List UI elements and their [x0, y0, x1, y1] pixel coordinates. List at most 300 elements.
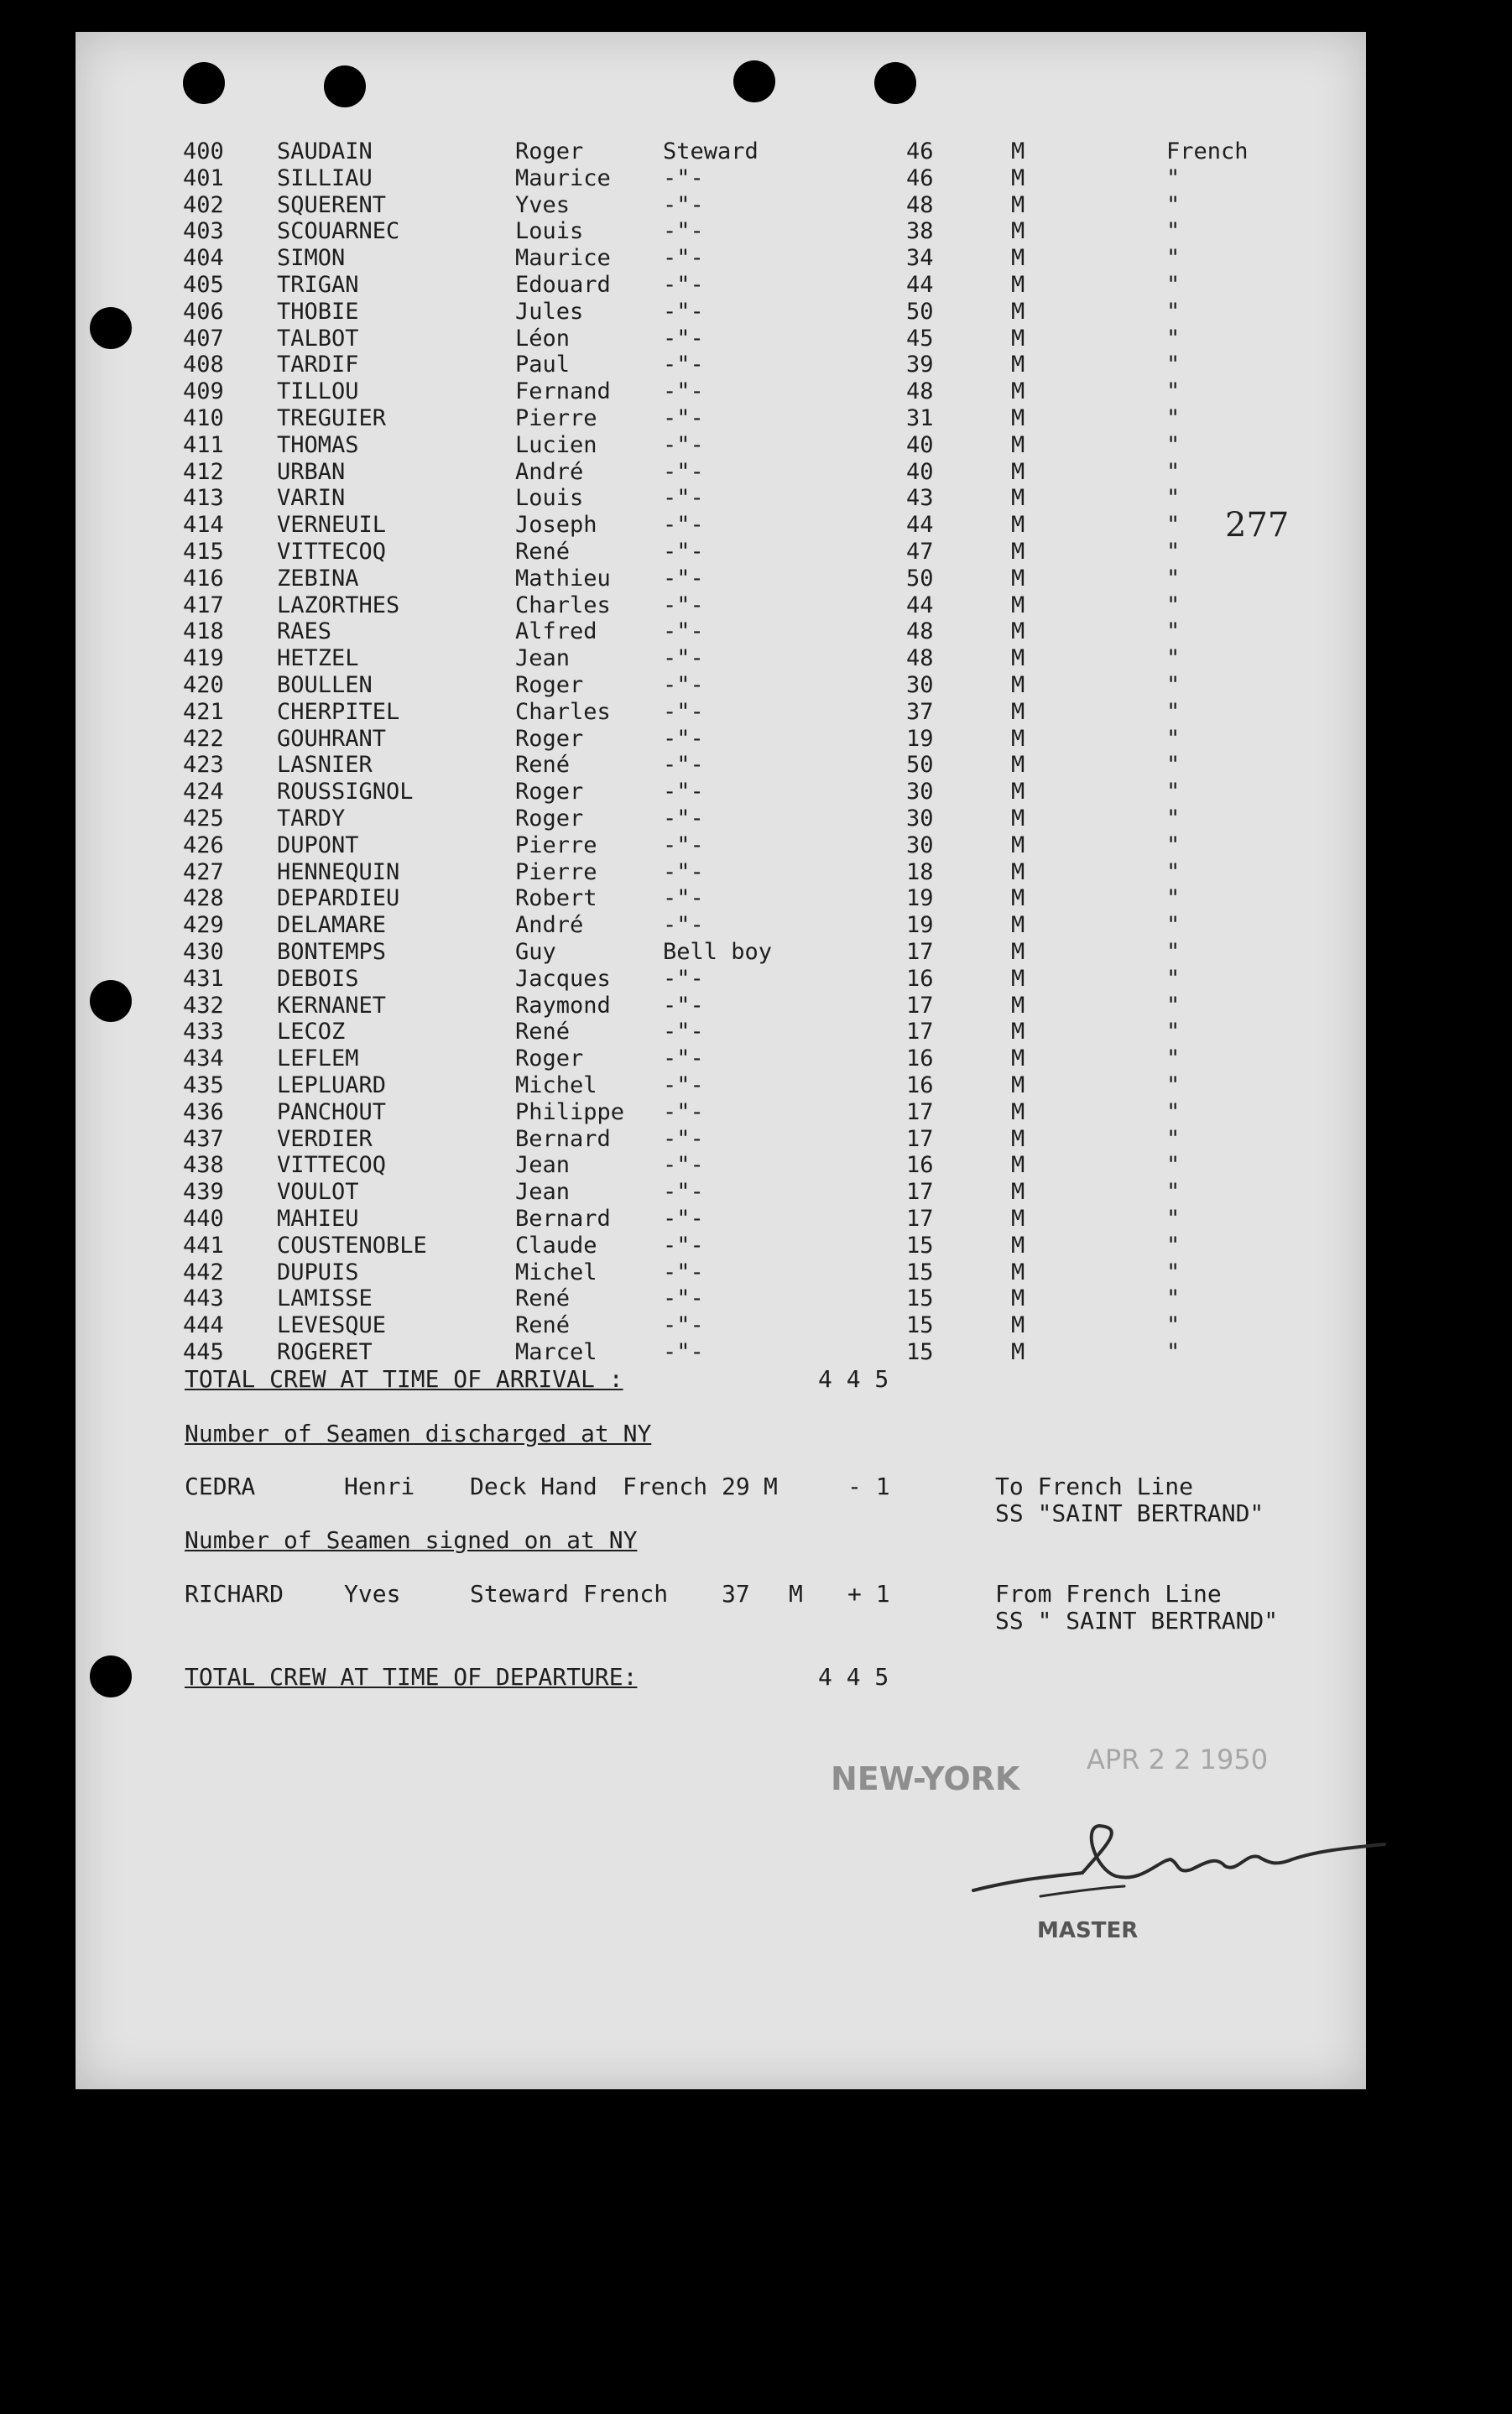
table-row: [76, 753, 1366, 778]
crew-capacity: -"-: [663, 458, 704, 485]
crew-number: 410: [183, 405, 224, 431]
crew-capacity: -"-: [663, 298, 704, 325]
crew-sex: M: [1011, 565, 1025, 592]
crew-given-name: Joseph: [515, 512, 597, 539]
crew-surname: LEFLEM: [277, 1045, 359, 1072]
crew-sex: M: [1011, 618, 1025, 645]
crew-sex: M: [1011, 779, 1025, 806]
signed-on-label: Number of Seamen signed on at NY: [185, 1526, 638, 1554]
punch-hole: [183, 62, 225, 104]
crew-given-name: René: [515, 1285, 571, 1312]
table-row: [76, 352, 1366, 378]
crew-sex: M: [1011, 1125, 1025, 1152]
crew-age: 30: [906, 779, 934, 806]
crew-age: 46: [906, 164, 934, 191]
crew-sex: M: [1011, 191, 1025, 218]
table-row: [76, 1207, 1366, 1232]
crew-nationality: ": [1166, 1045, 1181, 1072]
crew-given-name: André: [515, 912, 584, 939]
table-row: [76, 886, 1366, 911]
crew-capacity: -"-: [663, 912, 704, 939]
crew-age: 30: [906, 832, 934, 858]
crew-surname: HETZEL: [277, 645, 359, 672]
crew-number: 408: [183, 352, 224, 378]
crew-nationality: ": [1166, 965, 1181, 992]
signed-nationality: French: [583, 1580, 669, 1608]
signed-surname: RICHARD: [185, 1580, 284, 1608]
crew-age: 16: [906, 1072, 934, 1098]
crew-surname: VITTECOQ: [277, 1152, 387, 1179]
crew-nationality: ": [1166, 779, 1181, 806]
crew-given-name: Jean: [515, 1152, 571, 1179]
crew-sex: M: [1011, 325, 1025, 352]
signed-note-2: SS " SAINT BERTRAND": [995, 1607, 1279, 1635]
crew-given-name: André: [515, 458, 584, 485]
punch-hole: [874, 62, 916, 104]
crew-capacity: -"-: [663, 1152, 704, 1179]
crew-number: 405: [183, 272, 224, 298]
crew-number: 433: [183, 1019, 224, 1045]
crew-nationality: ": [1166, 939, 1181, 965]
crew-age: 44: [906, 272, 934, 298]
crew-sex: M: [1011, 1179, 1025, 1206]
crew-given-name: René: [515, 752, 571, 779]
crew-sex: M: [1011, 138, 1025, 164]
discharged-given: Henri: [344, 1473, 415, 1500]
crew-age: 48: [906, 645, 934, 672]
crew-sex: M: [1011, 431, 1025, 458]
crew-sex: M: [1011, 965, 1025, 992]
table-row: [76, 993, 1366, 1019]
crew-sex: M: [1011, 458, 1025, 485]
crew-capacity: -"-: [663, 1312, 704, 1339]
signed-change: + 1: [847, 1580, 890, 1608]
crew-given-name: Charles: [515, 698, 611, 725]
crew-number: 417: [183, 592, 224, 618]
table-row: [76, 1019, 1366, 1045]
signed-given: Yves: [344, 1580, 401, 1608]
crew-surname: SAUDAIN: [277, 138, 373, 164]
crew-number: 416: [183, 565, 224, 592]
crew-nationality: ": [1166, 912, 1181, 939]
crew-nationality: French: [1166, 138, 1249, 164]
crew-capacity: -"-: [663, 1339, 704, 1365]
crew-sex: M: [1011, 725, 1025, 752]
crew-capacity: -"-: [663, 378, 704, 405]
discharged-label: Number of Seamen discharged at NY: [185, 1420, 652, 1447]
table-row: [76, 460, 1366, 485]
crew-number: 426: [183, 832, 224, 858]
crew-number: 442: [183, 1259, 224, 1285]
crew-surname: VERNEUIL: [277, 512, 387, 539]
crew-given-name: Guy: [515, 939, 556, 965]
crew-sex: M: [1011, 1019, 1025, 1045]
crew-nationality: ": [1166, 1098, 1181, 1125]
crew-capacity: -"-: [663, 1045, 704, 1072]
crew-surname: LAMISSE: [277, 1285, 373, 1312]
crew-capacity: -"-: [663, 858, 704, 885]
table-row: [76, 1180, 1366, 1205]
crew-capacity: -"-: [663, 779, 704, 806]
master-signature: [957, 1811, 1393, 1928]
crew-sex: M: [1011, 1339, 1025, 1365]
crew-age: 50: [906, 752, 934, 779]
crew-sex: M: [1011, 645, 1025, 672]
crew-number: 403: [183, 218, 224, 245]
crew-sex: M: [1011, 832, 1025, 858]
port-stamp: NEW-YORK: [831, 1760, 1020, 1797]
crew-nationality: ": [1166, 672, 1181, 698]
crew-number: 421: [183, 698, 224, 725]
crew-nationality: ": [1166, 1152, 1181, 1179]
date-stamp: APR 2 2 1950: [1087, 1744, 1269, 1775]
crew-age: 46: [906, 138, 934, 164]
table-row: [76, 1340, 1366, 1365]
crew-number: 427: [183, 858, 224, 885]
crew-surname: BOULLEN: [277, 672, 373, 698]
crew-nationality: ": [1166, 1072, 1181, 1098]
crew-capacity: -"-: [663, 672, 704, 698]
crew-surname: THOMAS: [277, 431, 359, 458]
crew-age: 30: [906, 672, 934, 698]
crew-nationality: ": [1166, 272, 1181, 298]
table-row: [76, 967, 1366, 992]
crew-sex: M: [1011, 352, 1025, 378]
crew-age: 17: [906, 1019, 934, 1045]
crew-given-name: Pierre: [515, 405, 597, 431]
crew-sex: M: [1011, 1152, 1025, 1179]
crew-given-name: Jacques: [515, 965, 611, 992]
discharged-capacity: Deck Hand: [470, 1473, 597, 1500]
crew-sex: M: [1011, 1312, 1025, 1339]
table-row: [76, 833, 1366, 858]
crew-sex: M: [1011, 405, 1025, 431]
crew-age: 44: [906, 592, 934, 618]
crew-surname: BONTEMPS: [277, 939, 387, 965]
crew-age: 40: [906, 431, 934, 458]
crew-given-name: Michel: [515, 1259, 597, 1285]
crew-number: 415: [183, 539, 224, 565]
discharged-note-1: To French Line: [995, 1473, 1194, 1500]
crew-sex: M: [1011, 698, 1025, 725]
crew-number: 419: [183, 645, 224, 672]
crew-capacity: -"-: [663, 512, 704, 539]
crew-capacity: -"-: [663, 1259, 704, 1285]
crew-surname: COUSTENOBLE: [277, 1232, 427, 1259]
table-row: [76, 1313, 1366, 1338]
crew-capacity: -"-: [663, 1019, 704, 1045]
signed-capacity: Steward: [470, 1580, 570, 1608]
crew-number: 418: [183, 618, 224, 645]
crew-nationality: ": [1166, 992, 1181, 1019]
crew-nationality: ": [1166, 1179, 1181, 1206]
crew-capacity: -"-: [663, 405, 704, 431]
crew-capacity: -"-: [663, 752, 704, 779]
crew-number: 441: [183, 1232, 224, 1259]
crew-nationality: ": [1166, 618, 1181, 645]
crew-surname: LAZORTHES: [277, 592, 400, 618]
discharged-note-2: SS "SAINT BERTRAND": [995, 1499, 1264, 1527]
crew-capacity: -"-: [663, 1125, 704, 1152]
crew-sex: M: [1011, 1259, 1025, 1285]
crew-surname: DEBOIS: [277, 965, 359, 992]
crew-surname: TALBOT: [277, 325, 359, 352]
crew-capacity: -"-: [663, 645, 704, 672]
crew-capacity: -"-: [663, 1098, 704, 1125]
crew-capacity: -"-: [663, 618, 704, 645]
crew-age: 15: [906, 1339, 934, 1365]
crew-number: 429: [183, 912, 224, 939]
crew-number: 402: [183, 191, 224, 218]
table-row: [76, 860, 1366, 885]
crew-age: 44: [906, 512, 934, 539]
crew-age: 30: [906, 806, 934, 832]
crew-capacity: -"-: [663, 1285, 704, 1312]
discharged-sex: M: [764, 1473, 778, 1500]
crew-given-name: Michel: [515, 1072, 597, 1098]
crew-given-name: Claude: [515, 1232, 597, 1259]
table-row: [76, 193, 1366, 218]
crew-nationality: ": [1166, 164, 1181, 191]
table-row: [76, 806, 1366, 832]
discharged-age: 29: [722, 1473, 750, 1500]
crew-nationality: ": [1166, 592, 1181, 618]
punch-hole: [324, 65, 366, 107]
crew-capacity: -"-: [663, 1179, 704, 1206]
crew-surname: CHERPITEL: [277, 698, 400, 725]
crew-sex: M: [1011, 992, 1025, 1019]
crew-age: 37: [906, 698, 934, 725]
crew-given-name: Raymond: [515, 992, 611, 1019]
crew-given-name: Paul: [515, 352, 571, 378]
table-row: [76, 433, 1366, 458]
crew-number: 431: [183, 965, 224, 992]
crew-nationality: ": [1166, 1019, 1181, 1045]
arrival-total-value: 4 4 5: [818, 1365, 889, 1393]
crew-sex: M: [1011, 1285, 1025, 1312]
crew-sex: M: [1011, 272, 1025, 298]
crew-age: 50: [906, 565, 934, 592]
crew-number: 401: [183, 164, 224, 191]
crew-age: 15: [906, 1232, 934, 1259]
discharged-change: - 1: [847, 1473, 890, 1500]
crew-nationality: ": [1166, 352, 1181, 378]
crew-surname: ROUSSIGNOL: [277, 779, 414, 806]
crew-surname: LASNIER: [277, 752, 373, 779]
crew-number: 413: [183, 485, 224, 512]
table-row: [76, 673, 1366, 698]
crew-number: 435: [183, 1072, 224, 1098]
crew-given-name: Maurice: [515, 245, 611, 272]
crew-capacity: -"-: [663, 1206, 704, 1232]
crew-number: 438: [183, 1152, 224, 1179]
crew-sex: M: [1011, 858, 1025, 885]
crew-capacity: -"-: [663, 245, 704, 272]
crew-nationality: ": [1166, 1259, 1181, 1285]
crew-sex: M: [1011, 298, 1025, 325]
crew-nationality: ": [1166, 298, 1181, 325]
crew-surname: KERNANET: [277, 992, 387, 1019]
crew-age: 50: [906, 298, 934, 325]
crew-capacity: -"-: [663, 485, 704, 512]
crew-age: 31: [906, 405, 934, 431]
crew-age: 19: [906, 912, 934, 939]
crew-surname: GOUHRANT: [277, 725, 387, 752]
crew-number: 439: [183, 1179, 224, 1206]
crew-given-name: Robert: [515, 885, 597, 912]
crew-sex: M: [1011, 485, 1025, 512]
crew-given-name: Roger: [515, 1045, 584, 1072]
departure-total-label: TOTAL CREW AT TIME OF DEPARTURE:: [185, 1663, 638, 1691]
crew-given-name: Fernand: [515, 378, 611, 405]
discharged-nationality: French: [623, 1473, 708, 1500]
crew-surname: LEPLUARD: [277, 1072, 387, 1098]
crew-given-name: Louis: [515, 218, 584, 245]
crew-age: 43: [906, 485, 934, 512]
table-row: [76, 139, 1366, 164]
crew-surname: ZEBINA: [277, 565, 359, 592]
crew-sex: M: [1011, 1072, 1025, 1098]
table-row: [76, 727, 1366, 752]
table-row: [76, 566, 1366, 592]
table-row: [76, 1233, 1366, 1259]
crew-given-name: René: [515, 1019, 571, 1045]
crew-given-name: Roger: [515, 672, 584, 698]
crew-surname: SILLIAU: [277, 164, 373, 191]
crew-list-page: [76, 32, 1366, 2089]
crew-given-name: Jean: [515, 645, 571, 672]
crew-given-name: Jules: [515, 298, 584, 325]
crew-number: 409: [183, 378, 224, 405]
table-row: [76, 246, 1366, 271]
crew-age: 17: [906, 1179, 934, 1206]
crew-nationality: ": [1166, 1206, 1181, 1232]
crew-number: 444: [183, 1312, 224, 1339]
crew-surname: SIMON: [277, 245, 346, 272]
crew-given-name: Lucien: [515, 431, 597, 458]
crew-capacity: Steward: [663, 138, 759, 164]
crew-capacity: -"-: [663, 218, 704, 245]
crew-age: 38: [906, 218, 934, 245]
crew-nationality: ": [1166, 405, 1181, 431]
signed-note-1: From French Line: [995, 1580, 1222, 1608]
arrival-total-label: TOTAL CREW AT TIME OF ARRIVAL :: [185, 1365, 623, 1393]
table-row: [76, 486, 1366, 511]
crew-nationality: ": [1166, 191, 1181, 218]
crew-sex: M: [1011, 164, 1025, 191]
crew-number: 411: [183, 431, 224, 458]
crew-capacity: -"-: [663, 565, 704, 592]
crew-sex: M: [1011, 672, 1025, 698]
crew-number: 445: [183, 1339, 224, 1365]
crew-capacity: -"-: [663, 806, 704, 832]
crew-surname: MAHIEU: [277, 1206, 359, 1232]
crew-given-name: Yves: [515, 191, 571, 218]
crew-age: 34: [906, 245, 934, 272]
table-row: [76, 1153, 1366, 1178]
crew-nationality: ": [1166, 832, 1181, 858]
crew-age: 48: [906, 618, 934, 645]
crew-surname: DELAMARE: [277, 912, 387, 939]
crew-nationality: ": [1166, 378, 1181, 405]
crew-age: 15: [906, 1259, 934, 1285]
crew-sex: M: [1011, 512, 1025, 539]
crew-given-name: Jean: [515, 1179, 571, 1206]
crew-given-name: Philippe: [515, 1098, 625, 1125]
crew-sex: M: [1011, 218, 1025, 245]
crew-surname: PANCHOUT: [277, 1098, 387, 1125]
discharged-surname: CEDRA: [185, 1473, 256, 1500]
crew-nationality: ": [1166, 325, 1181, 352]
crew-age: 17: [906, 939, 934, 965]
crew-surname: VARIN: [277, 485, 346, 512]
crew-capacity: -"-: [663, 539, 704, 565]
crew-capacity: -"-: [663, 965, 704, 992]
punch-hole: [90, 1655, 132, 1697]
master-stamp: MASTER: [1037, 1918, 1139, 1943]
crew-given-name: Louis: [515, 485, 584, 512]
table-row: [76, 166, 1366, 191]
crew-age: 45: [906, 325, 934, 352]
crew-sex: M: [1011, 378, 1025, 405]
crew-number: 443: [183, 1285, 224, 1312]
crew-number: 406: [183, 298, 224, 325]
crew-age: 15: [906, 1312, 934, 1339]
crew-sex: M: [1011, 806, 1025, 832]
crew-number: 422: [183, 725, 224, 752]
crew-number: 404: [183, 245, 224, 272]
crew-sex: M: [1011, 912, 1025, 939]
crew-surname: VITTECOQ: [277, 539, 387, 565]
crew-surname: DUPONT: [277, 832, 359, 858]
crew-nationality: ": [1166, 1285, 1181, 1312]
crew-age: 15: [906, 1285, 934, 1312]
crew-surname: TARDY: [277, 806, 346, 832]
crew-nationality: ": [1166, 885, 1181, 912]
crew-given-name: Pierre: [515, 858, 597, 885]
crew-nationality: ": [1166, 1232, 1181, 1259]
table-row: [76, 1046, 1366, 1071]
crew-age: 47: [906, 539, 934, 565]
crew-number: 400: [183, 138, 224, 164]
crew-surname: HENNEQUIN: [277, 858, 400, 885]
crew-number: 420: [183, 672, 224, 698]
page-number: 277: [1225, 506, 1290, 545]
crew-nationality: ": [1166, 512, 1181, 539]
table-row: [76, 513, 1366, 538]
crew-surname: LECOZ: [277, 1019, 346, 1045]
table-row: [76, 273, 1366, 298]
table-row: [76, 326, 1366, 352]
table-row: [76, 646, 1366, 671]
crew-surname: TARDIF: [277, 352, 359, 378]
crew-sex: M: [1011, 592, 1025, 618]
crew-given-name: Alfred: [515, 618, 597, 645]
table-row: [76, 1100, 1366, 1125]
crew-number: 440: [183, 1206, 224, 1232]
crew-nationality: ": [1166, 458, 1181, 485]
crew-surname: DUPUIS: [277, 1259, 359, 1285]
crew-given-name: Edouard: [515, 272, 611, 298]
crew-age: 17: [906, 992, 934, 1019]
crew-surname: THOBIE: [277, 298, 359, 325]
signed-sex: M: [789, 1580, 803, 1608]
crew-age: 40: [906, 458, 934, 485]
crew-given-name: Marcel: [515, 1339, 597, 1365]
crew-capacity: -"-: [663, 832, 704, 858]
table-row: [76, 779, 1366, 805]
crew-capacity: Bell boy: [663, 939, 773, 965]
